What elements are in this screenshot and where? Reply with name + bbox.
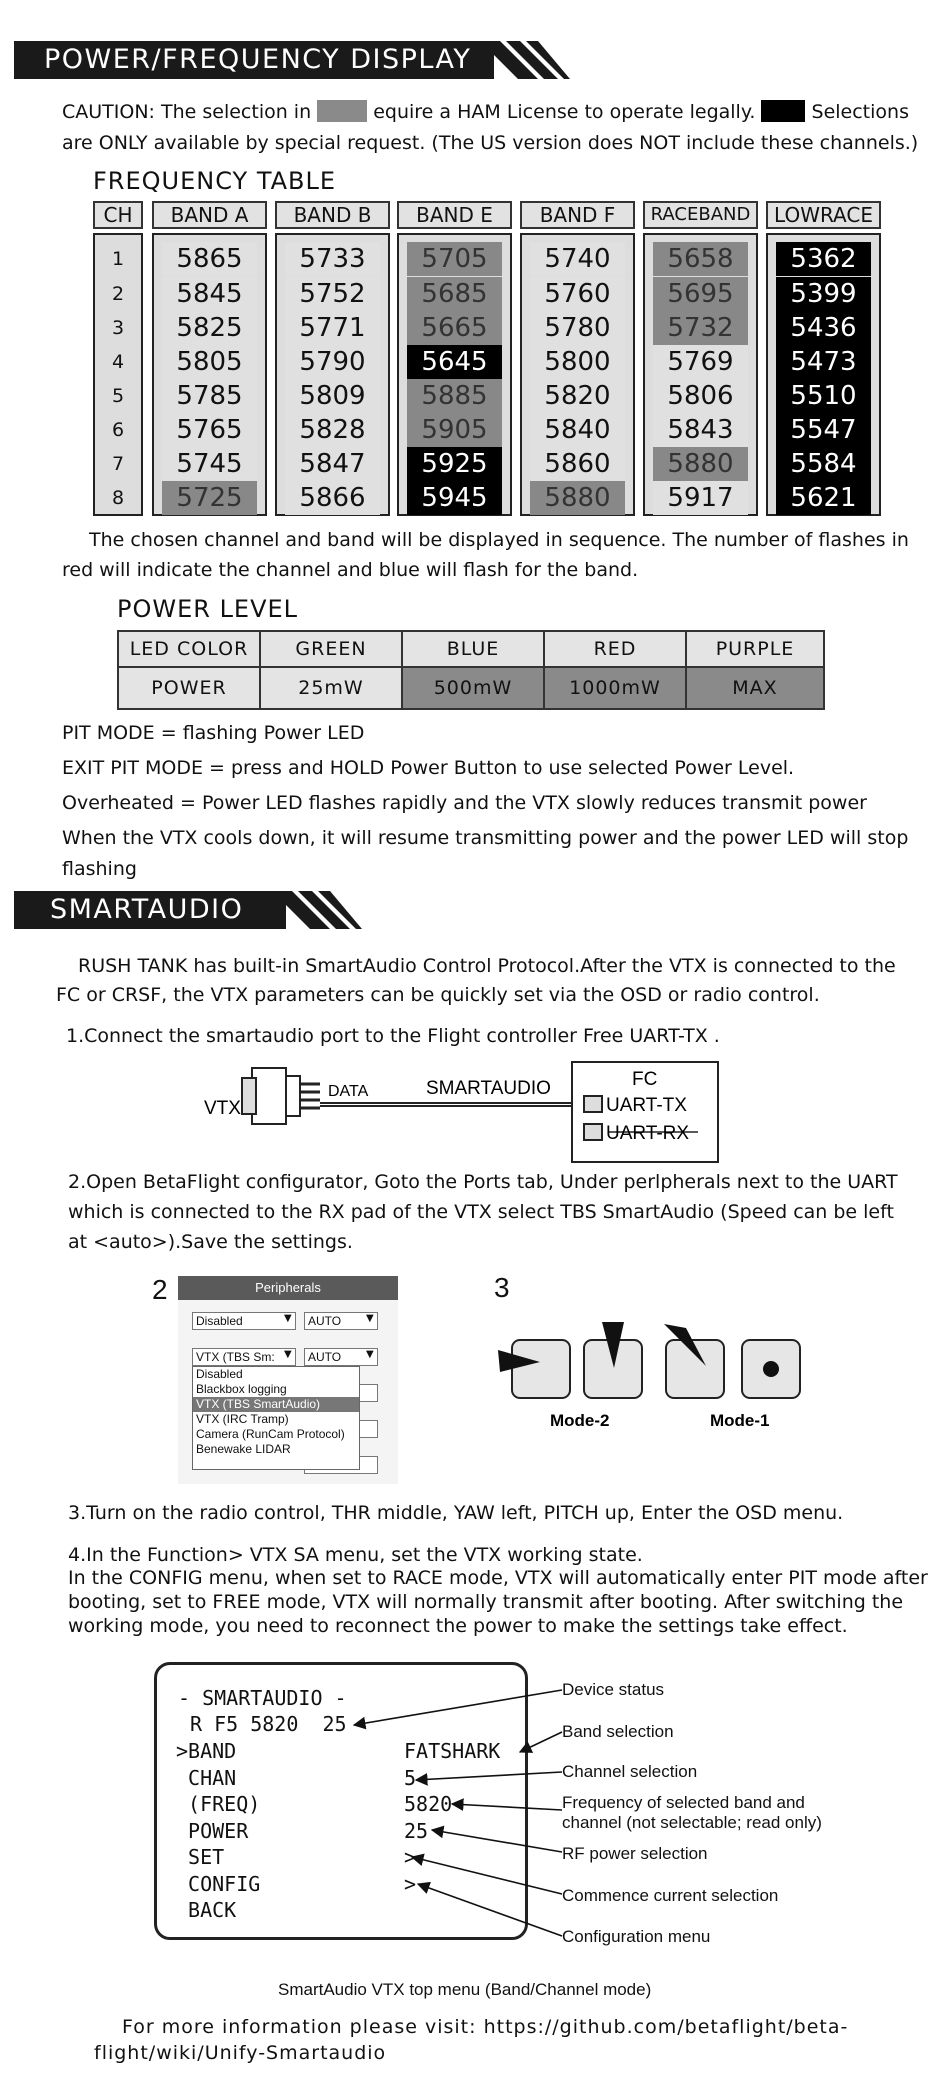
frequency-cell: 5820	[530, 379, 625, 413]
peripheral-select-1[interactable]: Disabled	[192, 1312, 296, 1330]
frequency-cell: 5695	[653, 277, 748, 311]
stick-mode-diagram	[492, 1318, 812, 1438]
caution-part-c: Selections	[811, 101, 909, 123]
frequency-cell: 5847	[285, 447, 380, 481]
frequency-cell: 5828	[285, 413, 380, 447]
mode-2-label: Mode-2	[550, 1411, 610, 1430]
band-column-3	[397, 233, 512, 516]
option-tbs-smartaudio[interactable]: VTX (TBS SmartAudio)	[193, 1397, 359, 1412]
stick-center-icon	[742, 1340, 800, 1398]
osd-row-value: >	[404, 1871, 417, 1896]
baud-select-2[interactable]: AUTO	[304, 1348, 378, 1366]
frequency-cell: 5905	[407, 413, 502, 447]
power-level-title: POWER LEVEL	[117, 595, 299, 623]
ann-frequency-1: Frequency of selected band and	[562, 1793, 805, 1812]
ann-device-status: Device status	[562, 1680, 665, 1699]
option-blackbox[interactable]: Blackbox logging	[196, 1382, 287, 1396]
freq-header-1: BAND A	[152, 201, 267, 229]
channel-number: 5	[111, 385, 125, 407]
peripherals-header: Peripherals	[178, 1276, 398, 1300]
ann-frequency-2: channel (not selectable; read only)	[562, 1813, 822, 1832]
frequency-cell: 5760	[530, 277, 625, 311]
frequency-cell: 5843	[653, 413, 748, 447]
vtx-connector-icon	[242, 1068, 320, 1124]
frequency-cell: 5752	[285, 277, 380, 311]
ann-band-selection: Band selection	[562, 1722, 674, 1741]
led-blue: BLUE	[403, 632, 545, 666]
black-swatch	[761, 100, 805, 122]
chevron-down-icon: ▼	[366, 1349, 374, 1360]
frequency-cell: 5665	[407, 311, 502, 345]
channel-number: 2	[111, 283, 125, 305]
osd-row-label[interactable]: BACK	[176, 1898, 237, 1922]
chevron-down-icon: ▼	[366, 1313, 374, 1324]
cools-down-text-1: When the VTX cools down, it will resume transmitting power and the power LED will stop	[62, 827, 909, 849]
step-3-text: 3.Turn on the radio control, THR middle, YAW left, PITCH up, Enter the OSD menu.	[68, 1502, 844, 1524]
mode-1-label: Mode-1	[710, 1411, 770, 1430]
frequency-cell: 5436	[776, 311, 871, 345]
channel-column	[93, 233, 143, 516]
figure-3-label: 3	[494, 1272, 510, 1303]
header-stripes-decoration	[272, 891, 362, 929]
freq-header-6: LOWRACE	[766, 201, 881, 229]
frequency-cell: 5732	[653, 311, 748, 345]
frequency-cell: 5805	[162, 345, 257, 379]
frequency-cell: 5825	[162, 311, 257, 345]
band-column-6	[766, 233, 881, 516]
header-stripes-decoration	[480, 41, 570, 79]
channel-number: 8	[111, 487, 125, 509]
dropdown-list	[192, 1366, 360, 1470]
frequency-cell: 5865	[162, 242, 257, 276]
band-column-5	[643, 233, 758, 516]
step-4-text-2: In the CONFIG menu, when set to RACE mode, VTX will automatically enter PIT mode after	[68, 1567, 928, 1589]
osd-row-label[interactable]: CONFIG	[176, 1871, 261, 1896]
channel-number: 1	[111, 248, 125, 270]
smartaudio-intro-1: RUSH TANK has built-in SmartAudio Control Protocol.After the VTX is connected to the	[78, 955, 896, 977]
frequency-cell: 5860	[530, 447, 625, 481]
osd-title: - SMARTAUDIO -	[178, 1686, 347, 1710]
frequency-cell: 5399	[776, 277, 871, 311]
osd-row-value: >	[404, 1845, 417, 1869]
frequency-cell: 5840	[530, 413, 625, 447]
ann-config-menu: Configuration menu	[562, 1927, 711, 1946]
frequency-cell: 5547	[776, 413, 871, 447]
cools-down-text-2: flashing	[62, 858, 137, 880]
caution-text	[62, 97, 922, 128]
frequency-cell: 5945	[407, 481, 502, 515]
freq-header-0: CH	[93, 201, 143, 229]
led-purple: PURPLE	[715, 638, 795, 660]
stick-left-icon	[498, 1340, 570, 1398]
power-25mw: 25mW	[261, 668, 403, 708]
channel-number: 6	[111, 419, 125, 441]
chosen-channel-text-1: The chosen channel and band will be displayed in sequence. The number of flashes in	[89, 529, 909, 551]
channel-number: 3	[111, 317, 125, 339]
led-red: RED	[545, 632, 687, 666]
smartaudio-intro-2: FC or CRSF, the VTX parameters can be quickly set via the OSD or radio control.	[56, 984, 820, 1006]
band-column-2	[275, 233, 390, 516]
frequency-cell: 5705	[407, 242, 502, 276]
option-runcam[interactable]: Camera (RunCam Protocol)	[196, 1427, 345, 1441]
frequency-cell: 5790	[285, 345, 380, 379]
frequency-cell: 5885	[407, 379, 502, 413]
step-1-text: 1.Connect the smartaudio port to the Flight controller Free UART-TX .	[66, 1025, 720, 1047]
data-label: DATA	[328, 1083, 369, 1100]
frequency-cell: 5785	[162, 379, 257, 413]
peripherals-panel	[178, 1276, 398, 1484]
stick-up-icon	[584, 1322, 642, 1398]
frequency-cell: 5800	[530, 345, 625, 379]
chevron-down-icon: ▼	[284, 1349, 292, 1360]
power-table-power-row	[117, 666, 825, 710]
step-4-text-1: 4.In the Function> VTX SA menu, set the VTX working state.	[68, 1544, 643, 1566]
frequency-cell: 5771	[285, 311, 380, 345]
ann-rf-power: RF power selection	[562, 1844, 708, 1863]
frequency-cell: 5917	[653, 481, 748, 515]
band-column-1	[152, 233, 267, 516]
pit-mode-text: PIT MODE = flashing Power LED	[62, 722, 365, 744]
band-column-4	[520, 233, 635, 516]
osd-row-label[interactable]: POWER	[176, 1818, 249, 1843]
led-color-label: LED COLOR	[119, 632, 261, 666]
step-4-text-4: working mode, you need to reconnect the power to make the settings take effect.	[68, 1615, 848, 1637]
baud-select-1[interactable]: AUTO	[304, 1312, 378, 1330]
frequency-cell: 5806	[653, 379, 748, 413]
frequency-cell: 5584	[776, 447, 871, 481]
frequency-cell: 5880	[653, 447, 748, 481]
caution-part-b: equire a HAM License to operate legally.	[373, 101, 756, 123]
osd-row-label[interactable]: (FREQ)	[176, 1792, 261, 1816]
frequency-cell: 5780	[530, 311, 625, 345]
osd-row-value: 5	[404, 1765, 417, 1790]
frequency-cell: 5362	[776, 242, 871, 276]
frequency-cell: 5645	[407, 345, 502, 379]
step-2-text-1: 2.Open BetaFlight configurator, Goto the Ports tab, Under perlpherals next to the UART	[68, 1171, 898, 1193]
freq-header-3: BAND E	[397, 201, 512, 229]
frequency-cell: 5733	[285, 242, 380, 276]
step-4-text-3: booting, set to FREE mode, VTX will normally transmit after booting. After switching the	[68, 1591, 904, 1613]
power-500mw: 500mW	[403, 668, 545, 708]
osd-row-label[interactable]: >BAND	[176, 1739, 237, 1763]
chevron-down-icon: ▼	[284, 1313, 292, 1324]
frequency-cell: 5845	[162, 277, 257, 311]
power-label: POWER	[119, 668, 261, 708]
ann-channel-selection: Channel selection	[562, 1762, 698, 1781]
more-info-1: For more information please visit: https://github.com/betaflight/beta-	[122, 2016, 849, 2038]
frequency-cell: 5745	[162, 447, 257, 481]
uart-rx-label: UART-RX	[606, 1123, 690, 1144]
frequency-cell: 5725	[162, 481, 257, 515]
step-2-text-2: which is connected to the RX pad of the VTX select TBS SmartAudio (Speed can be left	[68, 1201, 894, 1223]
exit-pit-mode-text: EXIT PIT MODE = press and HOLD Power Button to use selected Power Level.	[62, 757, 795, 779]
frequency-cell: 5473	[776, 345, 871, 379]
ann-commence: Commence current selection	[562, 1886, 779, 1905]
wiring-diagram	[190, 1056, 750, 1166]
vtx-label: VTX	[204, 1098, 241, 1119]
osd-status: R F5 5820 25	[190, 1712, 347, 1736]
peripheral-select-2[interactable]: VTX (TBS Sm:	[192, 1348, 296, 1366]
fc-label: FC	[632, 1069, 658, 1090]
osd-row-label[interactable]: SET	[176, 1845, 225, 1869]
osd-row-label[interactable]: CHAN	[176, 1765, 237, 1790]
figure-2-label: 2	[152, 1274, 168, 1305]
grey-swatch	[317, 100, 367, 122]
osd-row-value: 25	[404, 1818, 429, 1843]
power-table-led-row	[117, 630, 825, 668]
smartaudio-header	[14, 891, 286, 929]
power-frequency-header	[14, 41, 494, 79]
step-2-text-3: at <auto>).Save the settings.	[68, 1231, 353, 1253]
frequency-cell: 5765	[162, 413, 257, 447]
channel-number: 4	[111, 351, 125, 373]
frequency-table-title: FREQUENCY TABLE	[93, 167, 337, 195]
frequency-cell: 5880	[530, 481, 625, 515]
frequency-cell: 5510	[776, 379, 871, 413]
overheated-text: Overheated = Power LED flashes rapidly and the VTX slowly reduces transmit power	[62, 792, 867, 814]
frequency-cell: 5925	[407, 447, 502, 481]
frequency-cell: 5621	[776, 481, 871, 515]
caution-part-a: CAUTION: The selection in	[62, 101, 312, 123]
power-1000mw: 1000mW	[545, 668, 687, 708]
uart-tx-label: UART-TX	[606, 1095, 687, 1116]
power-max: MAX	[687, 668, 823, 708]
more-info-2: flight/wiki/Unify-Smartaudio	[94, 2042, 387, 2064]
section-title: SMARTAUDIO	[50, 894, 244, 925]
option-benewake[interactable]: Benewake LIDAR	[196, 1442, 291, 1456]
stick-diagonal-icon	[664, 1324, 724, 1398]
osd-row-value: FATSHARK	[404, 1739, 501, 1763]
frequency-cell: 5769	[653, 345, 748, 379]
freq-header-4: BAND F	[520, 201, 635, 229]
frequency-cell: 5685	[407, 277, 502, 311]
led-green: GREEN	[261, 632, 403, 666]
frequency-cell: 5809	[285, 379, 380, 413]
frequency-cell: 5740	[530, 242, 625, 276]
osd-arrows	[340, 1680, 570, 1950]
channel-number: 7	[111, 453, 125, 475]
freq-header-2: BAND B	[275, 201, 390, 229]
chosen-channel-text-2: red will indicate the channel and blue will flash for the band.	[62, 559, 639, 581]
freq-header-5: RACEBAND	[643, 201, 758, 229]
osd-row-value: 5820	[404, 1792, 453, 1816]
frequency-cell: 5658	[653, 242, 748, 276]
option-irc-tramp[interactable]: VTX (IRC Tramp)	[196, 1412, 289, 1426]
osd-caption: SmartAudio VTX top menu (Band/Channel mode)	[278, 1980, 652, 1999]
section-title: POWER/FREQUENCY DISPLAY	[44, 44, 472, 75]
caution-text-line2: are ONLY available by special request. (The US version does NOT include these channels.)	[62, 132, 919, 154]
frequency-cell: 5866	[285, 481, 380, 515]
option-disabled[interactable]: Disabled	[196, 1367, 243, 1381]
smartaudio-label: SMARTAUDIO	[426, 1078, 551, 1099]
